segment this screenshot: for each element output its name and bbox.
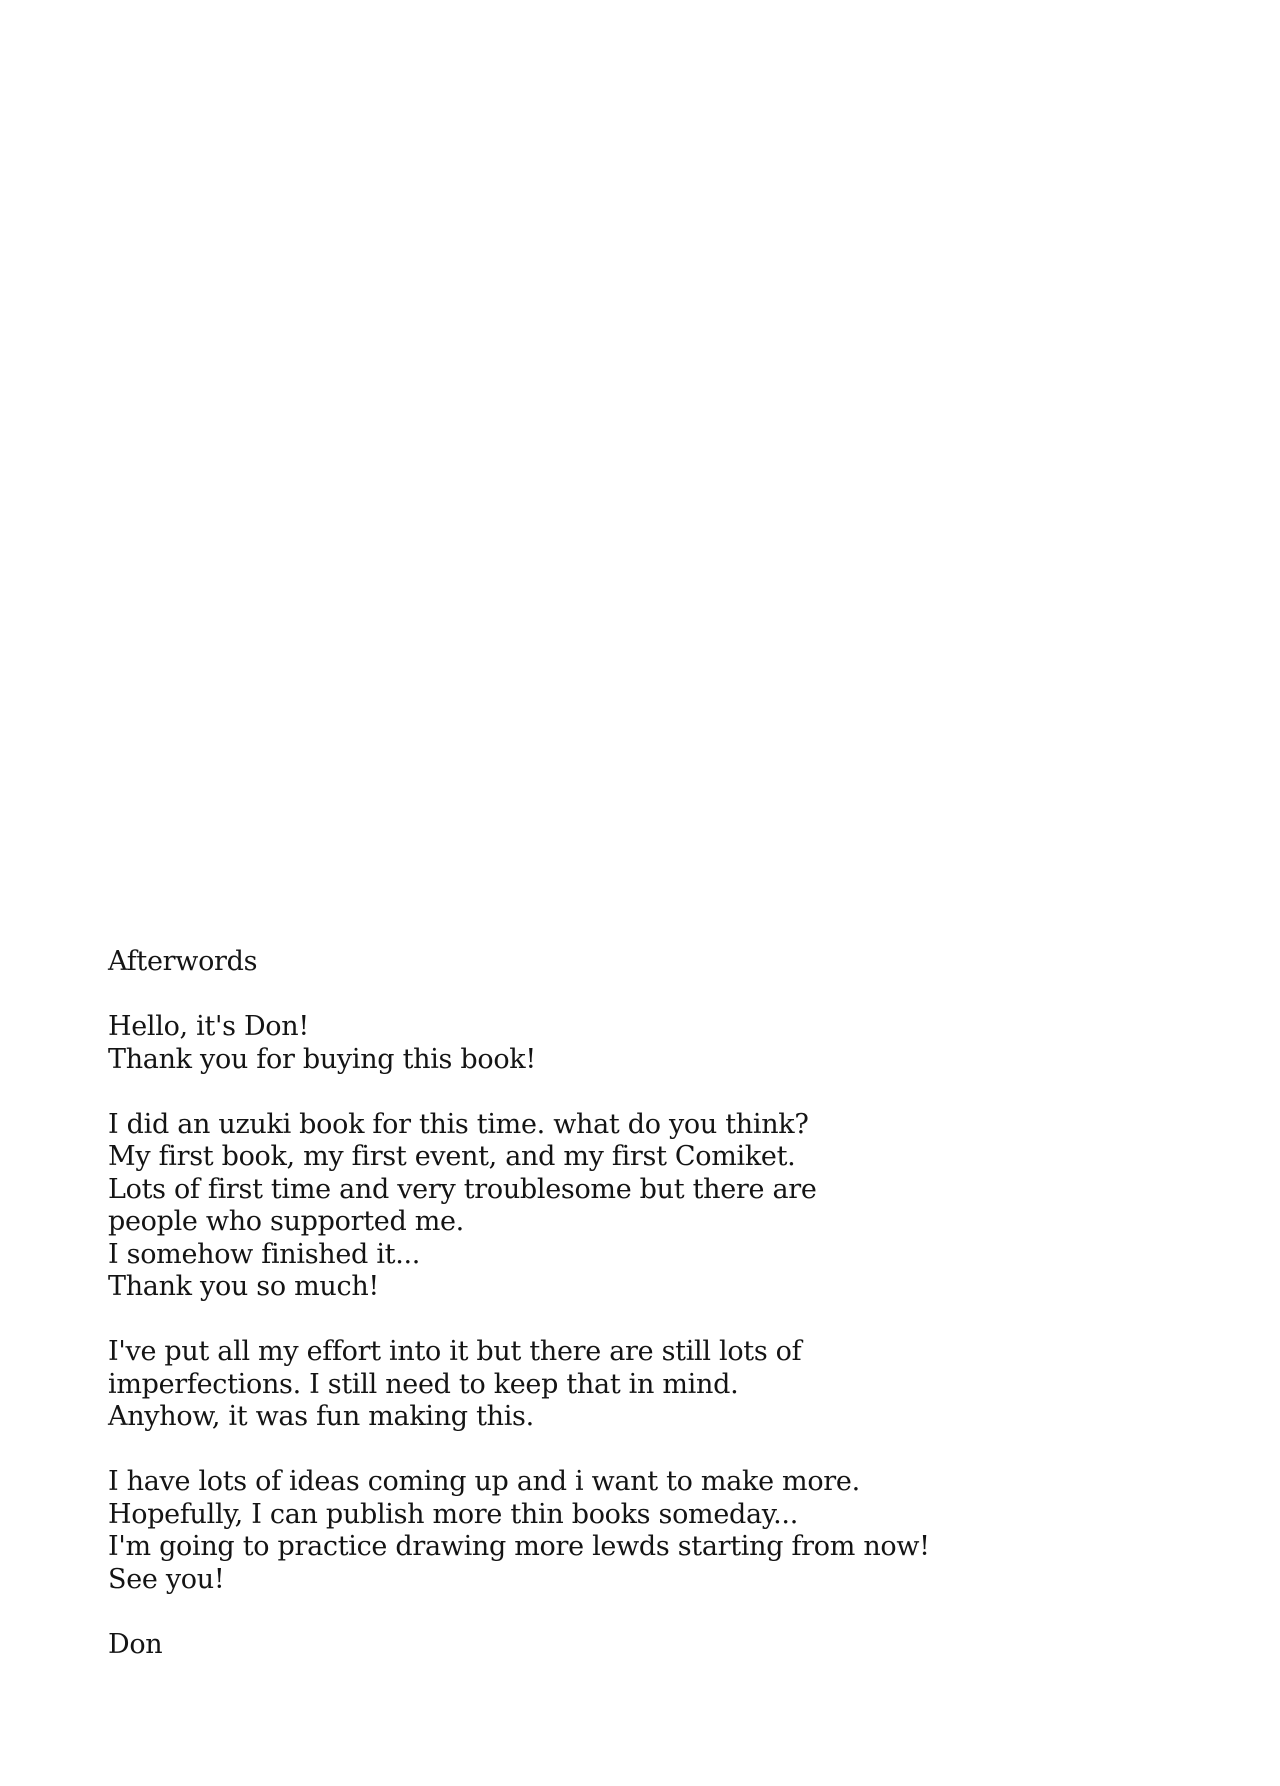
- text-line: I'm going to practice drawing more lewds starting from now!: [108, 1531, 930, 1562]
- text-line: I somehow finished it...: [108, 1238, 421, 1270]
- text-line: See you!: [108, 1563, 225, 1595]
- text-line: I did an uzuki book for this time. what do you think?: [108, 1108, 809, 1140]
- text-line: I have lots of ideas coming up and i want to make more.: [108, 1466, 860, 1497]
- text-line: Thank you so much!: [108, 1271, 379, 1302]
- text-line: Anyhow, it was fun making this.: [108, 1401, 534, 1432]
- text-line: people who supported me.: [108, 1206, 464, 1237]
- text-line: imperfections. I still need to keep that in mind.: [108, 1368, 739, 1400]
- text-line: I've put all my effort into it but there are still lots of: [108, 1336, 802, 1367]
- paragraph-greeting: [108, 1011, 1208, 1076]
- afterword-heading: Afterwords: [108, 946, 258, 977]
- text-line: Thank you for buying this book!: [108, 1043, 536, 1075]
- afterword-text-block: [108, 946, 1208, 1661]
- text-line: My first book, my first event, and my first Comiket.: [108, 1141, 796, 1172]
- author-signature: Don: [108, 1628, 163, 1660]
- text-line: Hopefully, I can publish more thin books someday...: [108, 1498, 798, 1530]
- paragraph-effort: [108, 1336, 1208, 1434]
- paragraph-first-book: [108, 1109, 1208, 1304]
- paragraph-future-plans: [108, 1466, 1208, 1596]
- text-line: Hello, it's Don!: [108, 1011, 309, 1042]
- text-line: Lots of first time and very troublesome but there are: [108, 1173, 817, 1205]
